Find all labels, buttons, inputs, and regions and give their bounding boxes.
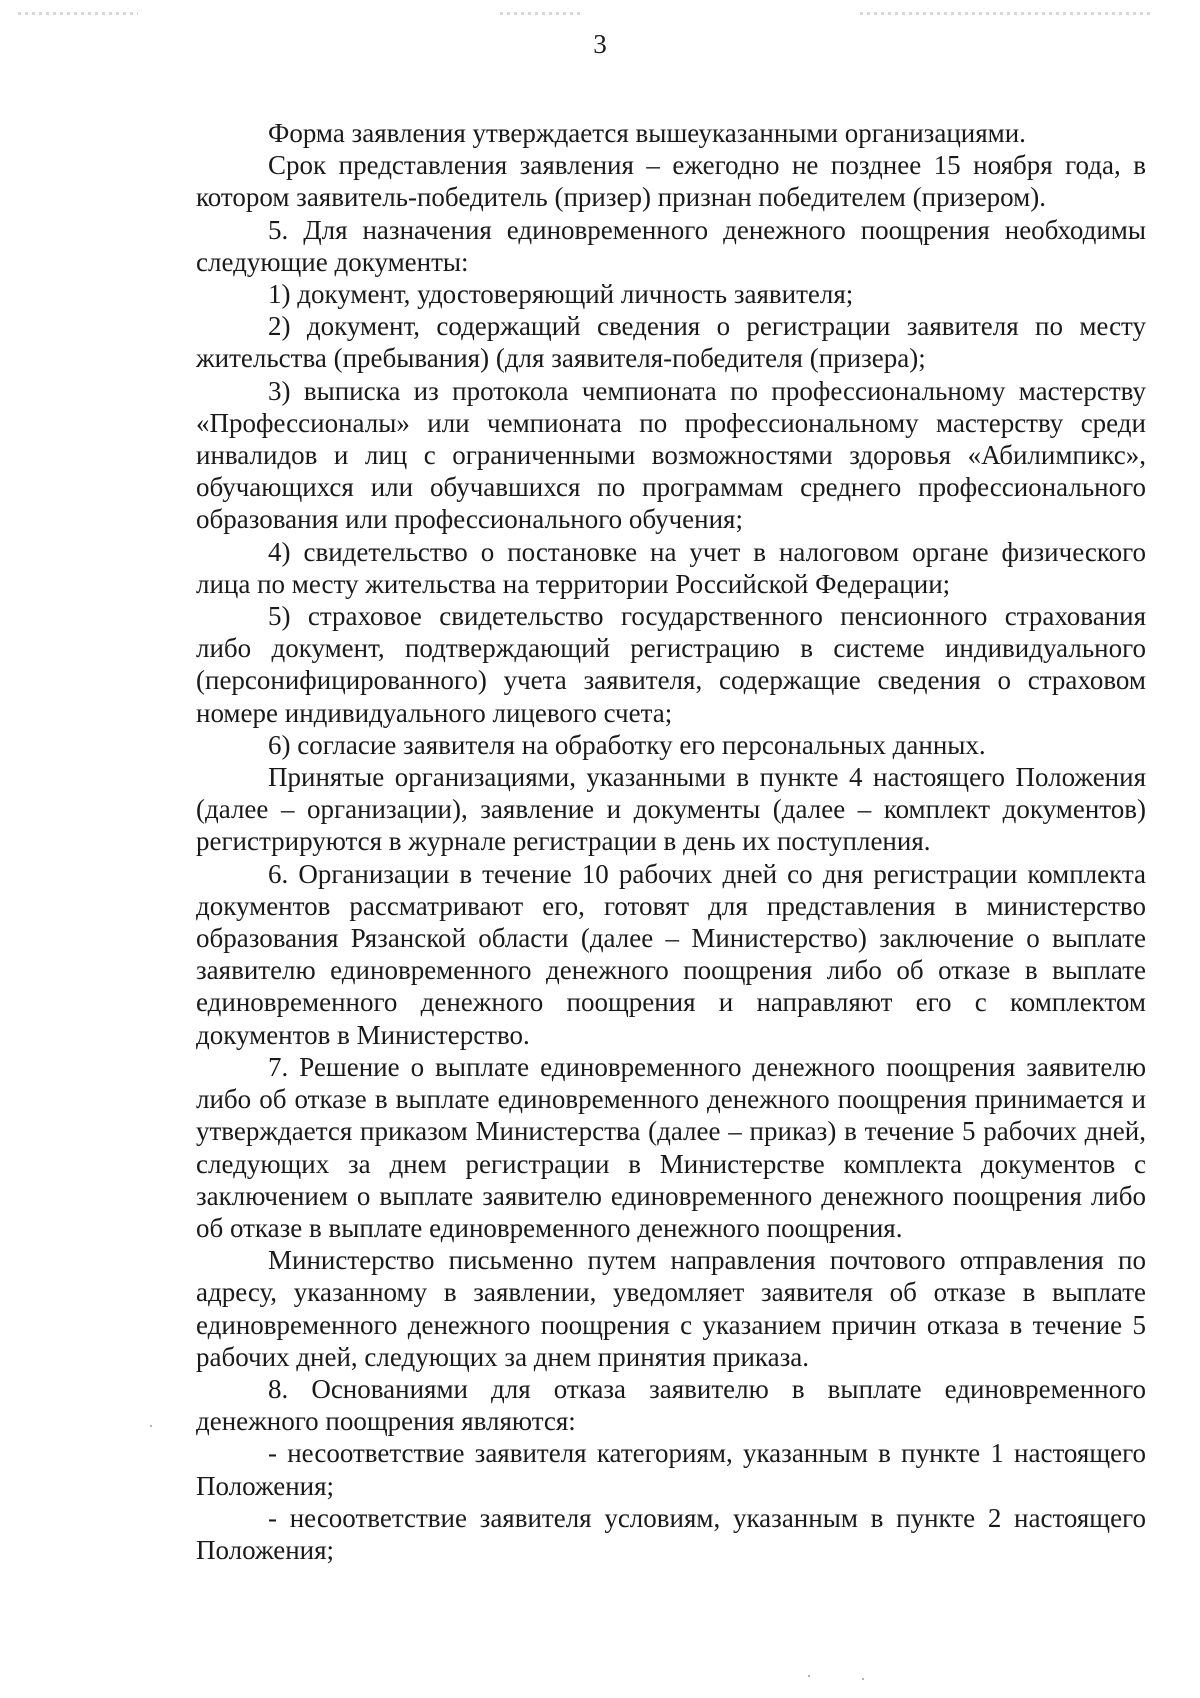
scan-artifact [808, 1675, 810, 1677]
paragraph: Министерство письменно путем направления почтового отправления по адресу, указанному в заявлении, уведомляет заявителя об отказе в выплате единовременного денежного поощрения с указанием причин отказа в течение 5 рабочих дней, следующих за днем принятия приказа. [196, 1245, 1146, 1372]
paragraph: Форма заявления утверждается вышеуказанными организациями. [268, 118, 1026, 148]
scan-artifact [500, 12, 580, 15]
scan-artifact [860, 12, 1150, 15]
list-item: 5) страховое свидетельство государственного пенсионного страхования либо документ, подтверждающий регистрацию в системе индивидуального (персонифицированного) учета заявителя, содержащие сведения о страховом номере индивидуального лицевого счета; [196, 601, 1146, 728]
scan-artifact [18, 12, 138, 15]
page-number: 3 [593, 29, 607, 59]
list-item: 4) свидетельство о постановке на учет в налоговом органе физического лица по месту жительства на территории Российской Федерации; [196, 536, 1146, 599]
paragraph: 6. Организации в течение 10 рабочих дней со дня регистрации комплекта документов рассматривают его, готовят для представления в министерство образования Рязанской области (далее – Министерство) заключение о выплате заявителю единовременного денежного поощрения либо об отказе в выплате единовременного денежного поощрения и направляют его с комплектом документов в Министерство. [196, 858, 1146, 1050]
list-item: 2) документ, содержащий сведения о регистрации заявителя по месту жительства (пребывания) (для заявителя-победителя (призера); [196, 311, 1146, 374]
list-item: 1) документ, удостоверяющий личность заявителя; [268, 279, 854, 310]
scan-artifact [862, 1678, 864, 1680]
paragraph: 7. Решение о выплате единовременного денежного поощрения заявителю либо об отказе в выплате единовременного денежного поощрения принимается и утверждается приказом Министерства (далее – приказ) в течение 5 рабочих дней, следующих за днем регистрации в Министерстве комплекта документов с заключением о выплате заявителю единовременного денежного поощрения либо об отказе в выплате единовременного денежного поощрения. [196, 1051, 1146, 1243]
list-item: - несоответствие заявителя условиям, указанным в пункте 2 настоящего Положения; [196, 1502, 1146, 1565]
scan-artifact [150, 1425, 152, 1427]
paragraph: Принятые организациями, указанными в пункте 4 настоящего Положения (далее – организации), заявление и документы (далее – комплект документов) регистрируются в журнале регистрации в день их поступления. [196, 762, 1146, 857]
list-item: - несоответствие заявителя категориям, указанным в пункте 1 настоящего Положения; [196, 1438, 1146, 1501]
paragraph: 8. Основаниями для отказа заявителю в выплате единовременного денежного поощрения являются: [196, 1373, 1146, 1437]
document-body [196, 117, 1146, 1566]
paragraph: Срок представления заявления – ежегодно не позднее 15 ноября года, в котором заявитель-победитель (призер) признан победителем (призером). [196, 150, 1146, 213]
list-item: 6) согласие заявителя на обработку его персональных данных. [268, 729, 986, 760]
paragraph: 5. Для назначения единовременного денежного поощрения необходимы следующие документы: [196, 214, 1146, 277]
list-item: 3) выписка из протокола чемпионата по профессиональному мастерству «Профессионалы» или чемпионата по профессиональному мастерству среди инвалидов и лиц с ограниченными возможностями здоровья «Абилимпикс», обучающихся или обучавшихся по программам среднего профессионального образования или профессионального обучения; [196, 375, 1146, 535]
